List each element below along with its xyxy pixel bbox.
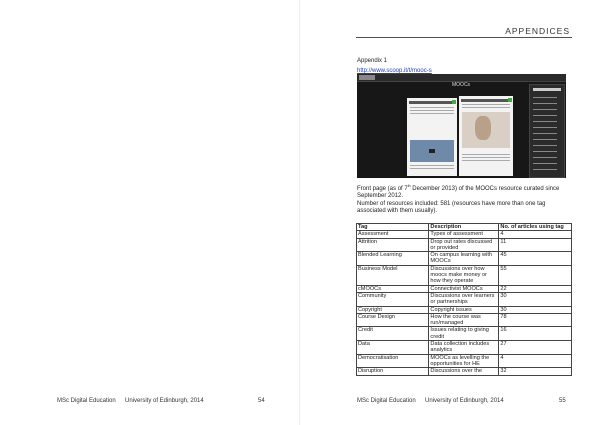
left-footer-course: MSc Digital Education xyxy=(57,398,116,404)
table-row xyxy=(357,292,572,306)
description-cell: On campus learning with MOOCs xyxy=(429,252,499,266)
tag-cell: Course Design xyxy=(357,313,429,327)
right-page xyxy=(300,0,600,425)
header-rule xyxy=(356,37,572,38)
column-header-count: No. of articles using tag xyxy=(499,224,572,231)
tag-cell: Business Model xyxy=(357,265,429,285)
table-row xyxy=(357,265,572,285)
left-footer-page-number: 54 xyxy=(258,398,265,404)
video-thumbnail xyxy=(410,140,454,162)
tag-cell: Community xyxy=(357,292,429,306)
screenshot-topbar xyxy=(357,74,566,82)
table-row xyxy=(357,285,572,292)
count-cell: 4 xyxy=(499,354,572,368)
description-cell: Copyright issues xyxy=(429,306,499,313)
tag-cell: Credit xyxy=(357,327,429,341)
description-cell: Issues relating to giving credit xyxy=(429,327,499,341)
screenshot-caption: Front page (as of 7th December 2013) of the MOOCs resource curated since September 2012. xyxy=(357,184,560,200)
count-cell: 27 xyxy=(499,341,572,355)
table-row xyxy=(357,354,572,368)
left-footer-university: University of Edinburgh, 2014 xyxy=(125,398,204,404)
tag-cell: Copyright xyxy=(357,306,429,313)
count-cell: 30 xyxy=(499,306,572,313)
tag-cell: Data xyxy=(357,341,429,355)
face-image xyxy=(475,116,491,140)
count-cell: 30 xyxy=(499,292,572,306)
scoopit-logo-icon xyxy=(359,75,375,80)
table-row xyxy=(357,341,572,355)
tag-cell: Democratisation xyxy=(357,354,429,368)
description-cell: Connectivist MOOCs xyxy=(429,285,499,292)
screenshot-card-left xyxy=(407,98,457,176)
count-cell: 16 xyxy=(499,327,572,341)
description-cell: Discussions over learners or partnerships xyxy=(429,292,499,306)
right-footer-course: MSc Digital Education xyxy=(357,398,416,404)
description-cell: MOOCs as levelling the opportunities for HE xyxy=(429,354,499,368)
count-cell: 32 xyxy=(499,368,572,375)
description-cell: How the course was run/managed xyxy=(429,313,499,327)
description-cell: Discussions over how moocs make money or how they operate xyxy=(429,265,499,285)
tag-table xyxy=(356,223,572,376)
description-cell: Data collection includes analytics xyxy=(429,341,499,355)
table-row xyxy=(357,306,572,313)
count-cell: 4 xyxy=(499,231,572,238)
count-cell: 22 xyxy=(499,285,572,292)
table-row xyxy=(357,231,572,238)
column-header-description: Description xyxy=(429,224,499,231)
embedded-screenshot xyxy=(357,74,566,178)
table-row xyxy=(357,252,572,266)
table-row xyxy=(357,313,572,327)
tag-cell: Blended Learning xyxy=(357,252,429,266)
description-cell: Types of assessment xyxy=(429,231,499,238)
tag-cell: Attrition xyxy=(357,238,429,252)
tag-cell: Disruption xyxy=(357,368,429,375)
play-icon xyxy=(429,149,435,153)
column-header-tag: Tag xyxy=(357,224,429,231)
count-cell: 45 xyxy=(499,252,572,266)
screenshot-sidebar xyxy=(529,84,565,178)
appendix-label: Appendix 1 xyxy=(357,58,388,64)
table-row xyxy=(357,327,572,341)
right-footer-university: University of Edinburgh, 2014 xyxy=(425,398,504,404)
table-row xyxy=(357,238,572,252)
tag-table-container xyxy=(356,223,574,375)
tag-cell: Assessment xyxy=(357,231,429,238)
count-cell: 78 xyxy=(499,313,572,327)
tag-cell: cMOOCs xyxy=(357,285,429,292)
section-header: APPENDICES xyxy=(505,26,570,36)
count-cell: 55 xyxy=(499,265,572,285)
resource-count-text: Number of resources included: 581 (resources have more than one tag associated with them usually). xyxy=(357,201,546,215)
screenshot-title: MOOCs xyxy=(452,82,471,88)
source-link[interactable]: http://www.scoop.it/t/mooc-s xyxy=(357,68,432,74)
table-header-row xyxy=(357,224,572,231)
table-row xyxy=(357,368,572,375)
right-footer-page-number: 55 xyxy=(559,398,566,404)
count-cell: 11 xyxy=(499,238,572,252)
description-cell: Discussions over the xyxy=(429,368,499,375)
description-cell: Drop out rates discussed or provided xyxy=(429,238,499,252)
